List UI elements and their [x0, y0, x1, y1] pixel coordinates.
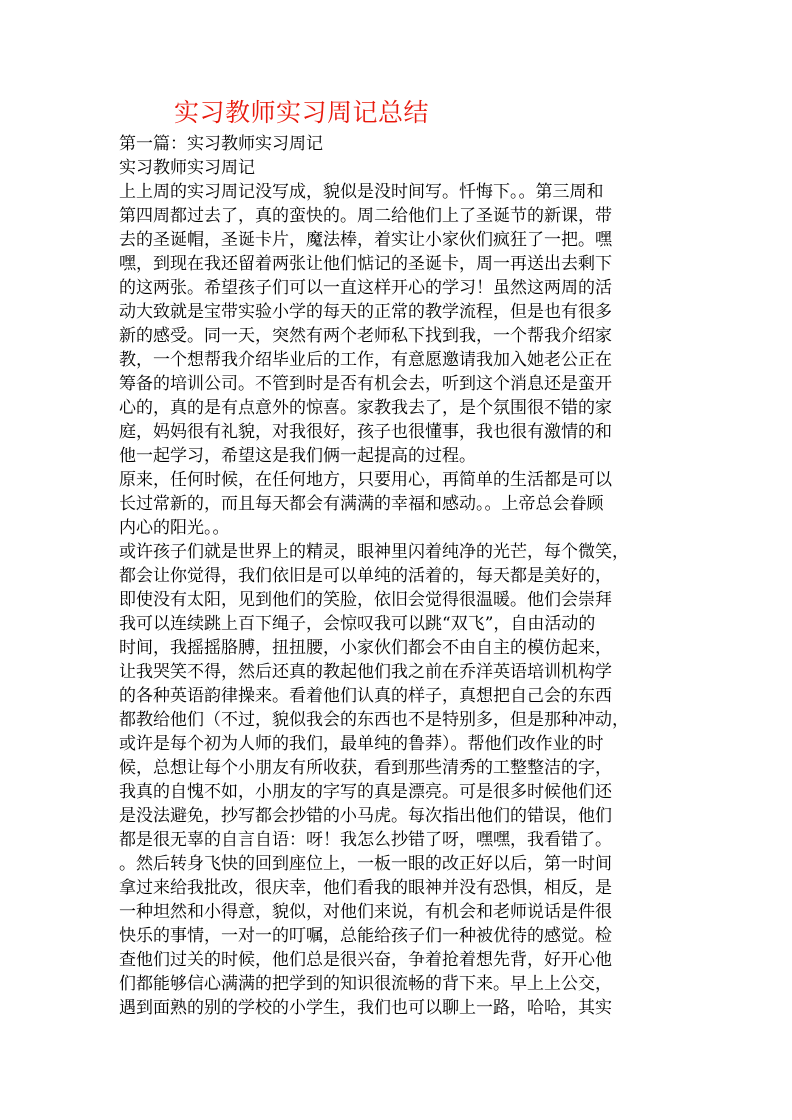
body-text	[119, 180, 689, 1020]
text-line: 或许是每个初为人师的我们，最单纯的鲁莽）。帮他们改作业的时	[119, 734, 604, 754]
text-line: 是没法避免，抄写都会抄错的小马虎。每次指出他们的错误，他们	[119, 806, 612, 826]
text-line: 时间，我摇摇胳膊，扭扭腰，小家伙们都会不由自主的模仿起来，	[119, 638, 612, 658]
text-line: 新的感受。同一天，突然有两个老师私下找到我，一个帮我介绍家	[119, 326, 612, 346]
text-line: 庭，妈妈很有礼貌，对我很好，孩子也很懂事，我也很有激情的和	[119, 422, 612, 442]
document-title: 实习教师实习周记总结	[174, 98, 430, 127]
text-line: 或许孩子们就是世界上的精灵，眼神里闪着纯净的光芒，每个微笑，	[119, 542, 629, 562]
text-line: 我可以连续跳上百下绳子，会惊叹我可以跳“双飞”，自由活动的	[119, 614, 596, 634]
text-line: 的这两张。希望孩子们可以一直这样开心的学习！虽然这两周的活	[119, 278, 612, 298]
text-line: 第四周都过去了，真的蛮快的。周二给他们上了圣诞节的新课，带	[119, 206, 612, 226]
text-line: 候，总想让每个小朋友有所收获，看到那些清秀的工整整洁的字，	[119, 758, 612, 778]
text-line: 我真的自愧不如，小朋友的字写的真是漂亮。可是很多时候他们还	[119, 782, 612, 802]
text-line: 查他们过关的时候，他们总是很兴奋，争着抢着想先背，好开心他	[119, 950, 612, 970]
text-line: 去的圣诞帽，圣诞卡片，魔法棒，着实让小家伙们疯狂了一把。嘿	[119, 230, 612, 250]
text-line: 心的，真的是有点意外的惊喜。家教我去了，是个氛围很不错的家	[119, 398, 612, 418]
chapter-heading: 第一篇：实习教师实习周记	[119, 134, 323, 154]
text-line: 都会让你觉得，我们依旧是可以单纯的活着的，每天都是美好的，	[119, 566, 612, 586]
text-line: 遇到面熟的别的学校的小学生，我们也可以聊上一路，哈哈，其实	[119, 998, 612, 1018]
text-line: 动大致就是宝带实验小学的每天的正常的教学流程，但是也有很多	[119, 302, 612, 322]
section-heading: 实习教师实习周记	[119, 158, 255, 178]
text-line: 原来，任何时候，在任何地方，只要用心，再简单的生活都是可以	[119, 470, 612, 490]
text-line: 的各种英语韵律操来。看着他们认真的样子，真想把自己会的东西	[119, 686, 612, 706]
text-line: 上上周的实习周记没写成，貌似是没时间写。忏悔下。。第三周和	[119, 182, 604, 202]
text-line: 都是很无辜的自言自语：呀！我怎么抄错了呀，嘿嘿，我看错了。	[119, 830, 612, 850]
text-line: 都教给他们（不过，貌似我会的东西也不是特别多，但是那种冲动，	[119, 710, 629, 730]
text-line: 长过常新的，而且每天都会有满满的幸福和感动。。上帝总会眷顾	[119, 494, 604, 514]
text-line: 快乐的事情，一对一的叮嘱，总能给孩子们一种被优待的感觉。检	[119, 926, 612, 946]
text-line: 拿过来给我批改，很庆幸，他们看我的眼神并没有恐惧，相反，是	[119, 878, 612, 898]
text-line: 一种坦然和小得意，貌似，对他们来说，有机会和老师说话是件很	[119, 902, 612, 922]
text-line: 。然后转身飞快的回到座位上，一板一眼的改正好以后，第一时间	[119, 854, 612, 874]
text-line: 筹备的培训公司。不管到时是否有机会去，听到这个消息还是蛮开	[119, 374, 612, 394]
text-line: 们都能够信心满满的把学到的知识很流畅的背下来。早上上公交，	[119, 974, 612, 994]
text-line: 嘿，到现在我还留着两张让他们惦记的圣诞卡，周一再送出去剩下	[119, 254, 612, 274]
text-line: 教，一个想帮我介绍毕业后的工作，有意愿邀请我加入她老公正在	[119, 350, 612, 370]
text-line: 让我哭笑不得，然后还真的教起他们我之前在乔洋英语培训机构学	[119, 662, 612, 682]
text-line: 他一起学习，希望这是我们俩一起提高的过程。	[119, 446, 476, 466]
text-line: 即使没有太阳，见到他们的笑脸，依旧会觉得很温暖。他们会崇拜	[119, 590, 612, 610]
text-line: 内心的阳光。。	[119, 518, 230, 538]
